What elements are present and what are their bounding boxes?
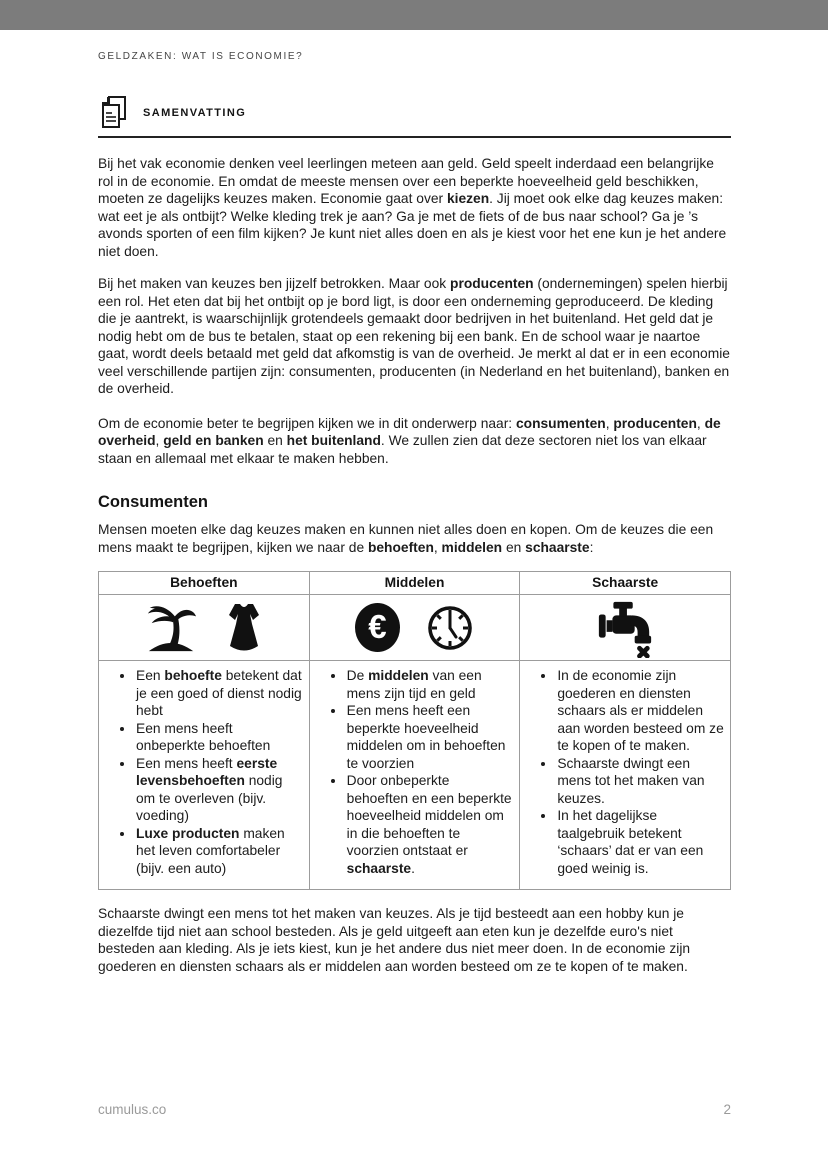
list-item: • Een mens heeft een beperkte hoeveelheid middelen om in behoeften te voorzien xyxy=(346,702,514,772)
column-header-behoeften: Behoeften xyxy=(99,572,310,595)
summary-label: SAMENVATTING xyxy=(143,107,247,119)
list-item: • De middelen van een mens zijn tijd en geld xyxy=(346,667,514,702)
list-item: • In het dagelijkse taalgebruik betekent ‘schaars’ dat er van een goed weinig is. xyxy=(556,807,724,877)
list-item: • Een mens heeft onbeperkte behoeften xyxy=(135,720,303,755)
viewer-top-band xyxy=(0,0,828,30)
chapter-kicker: GELDZAKEN: WAT IS ECONOMIE? xyxy=(98,51,304,62)
schaarste-icons-cell xyxy=(520,595,731,661)
intro-paragraph-3: Om de economie beter te begrijpen kijken we in dit onderwerp naar: consumenten, producenten, de overheid, geld en banken en het buitenland. We zullen zien dat deze sectoren niet los van elkaar staan en allemaal met elkaar te maken hebben. xyxy=(98,415,721,466)
list-item: • Een mens heeft eerste levensbehoeften nodig om te overleven (bijv. voeding) xyxy=(135,755,303,825)
section-title: Consumenten xyxy=(98,493,209,511)
list-item: • Schaarste dwingt een mens tot het maken van keuzes. xyxy=(556,755,724,808)
documents-icon xyxy=(98,95,130,131)
clock-icon xyxy=(426,604,474,652)
table-header-row xyxy=(99,572,731,595)
section-intro: Mensen moeten elke dag keuzes maken en kunnen niet alles doen en kopen. Om de keuzes die een mens maakt te begrijpen, kijken we naar de behoeften, middelen en schaarste: xyxy=(98,522,714,555)
table-content-row xyxy=(99,661,731,890)
closing-paragraph: Schaarste dwingt een mens tot het maken van keuzes. Als je tijd besteedt aan een hobby kun je diezelfde tijd niet aan school besteden. Als je geld uitgeeft aan eten kun je dezelfde euro's niet besteden aan kleding. Als je iets kiest, kun je het andere dus niet meer doen. In de economie zijn goederen en diensten schaars als er middelen aan worden besteed om ze te kopen of te maken. xyxy=(98,906,691,974)
intro-paragraph-2: Bij het maken van keuzes ben jijzelf betrokken. Maar ook producenten (ondernemingen) spelen hierbij een rol. Het eten dat bij het ontbijt op je bord ligt, is door een onderneming geproduceerd. De kleding die je aantrekt, is waarschijnlijk grotendeels gemaakt door bedrijven in het buitenland. Het geld dat je nodig hebt om de bus te betalen, staat op een rekening bij een bank. En de school waar je naartoe gaat, wordt deels betaald met geld dat afkomstig is van de overheid. Je merkt al dat er in een economie veel verschillende partijen zijn: consumenten, producenten (in Nederland en het buitenland), banken en de overheid. xyxy=(98,276,730,396)
middelen-icons-cell xyxy=(309,595,520,661)
intro-paragraph-1: Bij het vak economie denken veel leerlingen meteen aan geld. Geld speelt inderdaad een belangrijke rol in de economie. En omdat de meeste mensen over een beperkte hoeveelheid geld beschikken, moeten ze dagelijks keuzes maken. Economie gaat over kiezen. Jij moet ook elke dag keuzes maken: wat eet je als ontbijt? Welke kleding trek je aan? Ga je met de fiets of de bus naar school? Ga je ’s avonds sporten of een film kijken? Je kunt niet alles doen en als je kiest voor het ene kun je het andere niet doen. xyxy=(98,156,727,259)
list-item: • Door onbeperkte behoeften en een beperkte hoeveelheid middelen om in die behoeften te voorzien ontstaat er schaarste. xyxy=(346,772,514,877)
dress-icon xyxy=(224,603,264,653)
column-header-schaarste: Schaarste xyxy=(520,572,731,595)
document-page xyxy=(0,51,828,975)
behoeften-bullets-cell xyxy=(99,661,310,890)
list-item: • In de economie zijn goederen en diensten schaars als er middelen aan worden besteed om ze te kopen of te maken. xyxy=(556,667,724,755)
summary-header xyxy=(98,95,731,131)
page-number: 2 xyxy=(723,1102,731,1117)
concept-table xyxy=(98,571,731,890)
table-icon-row xyxy=(99,595,731,661)
schaarste-bullets-cell xyxy=(520,661,731,890)
list-item: • Een behoefte betekent dat je een goed of dienst nodig hebt xyxy=(135,667,303,720)
footer-brand: cumulus.co xyxy=(98,1102,167,1117)
list-item: • Luxe producten maken het leven comfortabeler (bijv. een auto) xyxy=(135,825,303,878)
header-rule xyxy=(98,136,731,138)
palm-island-icon xyxy=(144,601,198,655)
behoeften-icons-cell xyxy=(99,595,310,661)
column-header-middelen: Middelen xyxy=(309,572,520,595)
page-footer xyxy=(98,1102,731,1117)
faucet-no-water-icon xyxy=(596,598,654,658)
euro-coin-icon: € xyxy=(355,603,400,652)
middelen-bullets-cell xyxy=(309,661,520,890)
